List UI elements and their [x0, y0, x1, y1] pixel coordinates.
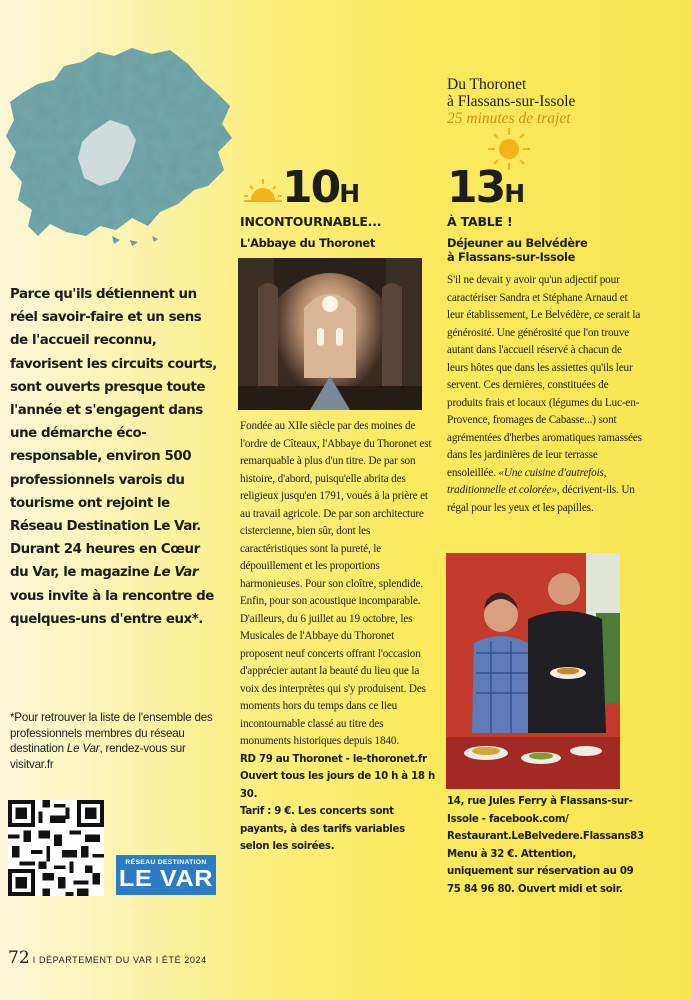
qr-code[interactable]	[8, 800, 104, 896]
magazine-name-note: Le Var	[66, 742, 100, 756]
stop2-body: S'il ne devait y avoir qu'un adjectif pour caractériser Sandra et Stéphane Arnaud et leur établissement, Le Belvédère, ce serait la générosité. Une générosité que l'on trouve autant dans l'accueil réservé à chacun de leurs hôtes que dans les assiettes qu'ils leur servent. Ces dernières, constituées de produits frais et locaux (légumes du Luc-en-Provence, fromages de Cabasse...) sont agrémentées d'herbes aromatiques ramassées dans les jardinières de leur terrasse ensoleillée. «Une cuisine d'autrefois, traditionnelle et colorée», décrivent-ils. Un régal pour les yeux et les papilles.	[447, 274, 642, 514]
footer-text: I DÉPARTEMENT DU VAR I ÉTÉ 2024	[32, 955, 207, 965]
stop1-hours: Ouvert tous les jours de 10 h à 18 h 30.	[240, 771, 435, 800]
intro-paragraph: Parce qu'ils détiennent un réel savoir-faire et un sens de l'accueil reconnu, favorisent les circuits courts, sont ouverts presque toute l'année et s'engagent dans une démarche éco-responsable, environ 500 professionnels varois du tourisme ont rejoint le Réseau Destination Le Var. Durant 24 heures en Cœur du Var, le magazine Le Var vous invite à la rencontre de quelques-uns d'entre eux*.	[10, 287, 217, 627]
stop2-kicker: À TABLE !	[447, 214, 513, 229]
stop2-address[interactable]: 14, rue Jules Ferry à Flassans-sur-Issole - facebook.com/ Restaurant.LeBelvedere.Flassans83	[447, 796, 644, 842]
stop2-quote: «Une cuisine d'autrefois, traditionnelle et colorée»	[447, 466, 607, 496]
stop2-contact	[447, 793, 642, 898]
stop1-subtitle: L'Abbaye du Thoronet	[240, 236, 375, 250]
stop2-menu: Menu à 32 €. Attention, uniquement sur réservation au 09 75 84 96 80. Ouvert midi et soir.	[447, 848, 634, 895]
footnote: *Pour retrouver la liste de l'ensemble des professionnels membres du réseau destination Le Var, rendez-vous sur visitvar.fr	[10, 711, 213, 771]
stop2-subtitle: Déjeuner au Belvédère à Flassans-sur-Issole	[447, 236, 588, 264]
page-number: 72	[8, 948, 30, 968]
route-info	[447, 76, 575, 127]
reseau-destination-logo	[116, 855, 216, 895]
route-to: à Flassans-sur-Issole	[447, 93, 576, 110]
stop1-kicker: INCONTOURNABLE...	[240, 214, 382, 229]
route-duration: 25 minutes de trajet	[447, 110, 571, 127]
time-13h: 13H	[447, 162, 526, 213]
magazine-name: Le Var	[153, 565, 198, 581]
logo-top-text: RÉSEAU DESTINATION	[125, 859, 207, 866]
stop1-price: Tarif : 9 €. Les concerts sont payants, à des tarifs variables selon les soirées.	[240, 806, 405, 852]
stop1-address: RD 79 au Thoronet - le-thoronet.fr	[240, 753, 427, 765]
restaurant-owners-photo	[446, 553, 620, 789]
page-footer	[8, 948, 207, 968]
route-from: Du Thoronet	[447, 76, 527, 93]
logo-main-text: LE VAR	[118, 865, 214, 891]
sun-rising-icon	[244, 178, 282, 204]
var-department-map	[2, 40, 234, 255]
abbey-photo	[238, 258, 422, 410]
stop1-body: Fondée au XIIe siècle par des moines de l'ordre de Cîteaux, l'Abbaye du Thoronet est remarquable à plus d'un titre. De par son histoire, d'abord, puisqu'elle abrita des religieux jusqu'en 1791, voués à la prière et au travail agricole. De par son architecture cistercienne, bien sûr, dont les caractéristiques sont la pureté, le dépouillement et les proportions harmonieuses. Pour son cloître, splendide. Enfin, pour son acoustique incomparable. D'ailleurs, du 6 juillet au 19 octobre, les Musicales de l'Abbaye du Thoronet proposent neuf concerts offrant l'occasion d'apprécier autant la beauté du lieu que la voix des interprètes qui s'y produisent. Des moments hors du temps dans ce lieu incontournable classé au titre des monuments historiques depuis 1840. RD 79 au Thoronet - le-thoronet.fr Ouvert tous les jours de 10 h à 18 h 30. Tarif : 9 €. Les concerts sont payants, à des tarifs variables selon les soirées.	[240, 420, 435, 852]
time-10h: 10H	[282, 162, 361, 213]
